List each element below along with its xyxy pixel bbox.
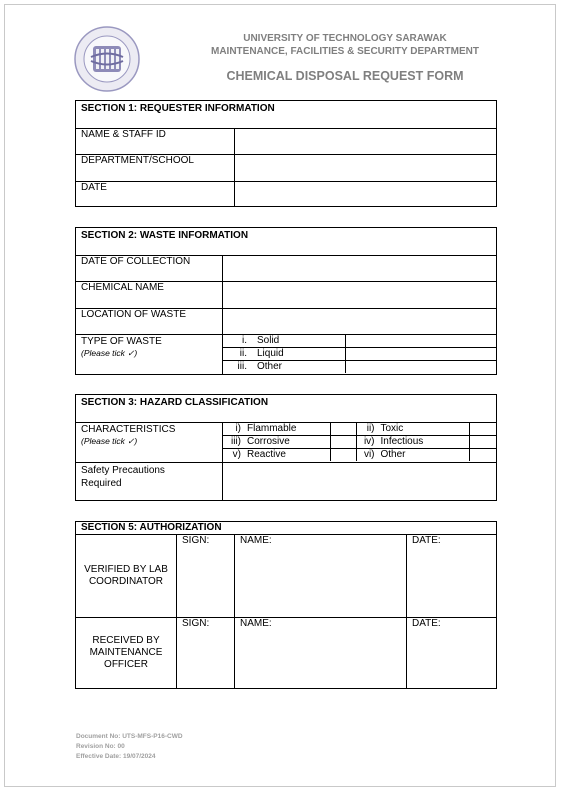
revision-number: Revision No: 00	[76, 743, 125, 750]
section-5-table	[75, 521, 497, 689]
safety-precautions-label-cont: Required	[81, 478, 122, 489]
date-label: DATE:	[412, 618, 441, 629]
received-date-field[interactable]	[407, 618, 497, 689]
date-field[interactable]	[235, 182, 497, 207]
waste-field-label: LOCATION OF WASTE	[76, 309, 223, 335]
waste-field-label: CHEMICAL NAME	[76, 282, 223, 309]
name-label: NAME:	[240, 535, 272, 546]
infectious-tick-box[interactable]	[469, 436, 496, 449]
solid-tick-box[interactable]	[345, 335, 496, 348]
tick-hint: (Please tick ✓)	[81, 436, 138, 446]
hazard-option-infectious: iv) Infectious	[356, 436, 469, 449]
liquid-tick-box[interactable]	[345, 348, 496, 361]
verified-date-field[interactable]	[407, 535, 497, 618]
section-2-table	[75, 227, 497, 375]
date-label: DATE:	[412, 535, 441, 546]
effective-date: Effective Date: 19/07/2024	[76, 753, 156, 760]
section-3-title: SECTION 3: HAZARD CLASSIFICATION	[76, 395, 497, 423]
name-staff-id-field[interactable]	[235, 129, 497, 155]
characteristics-label: CHARACTERISTICS	[81, 424, 176, 435]
reactive-tick-box[interactable]	[330, 449, 356, 462]
sign-label: SIGN:	[182, 535, 210, 546]
form-title: CHEMICAL DISPOSAL REQUEST FORM	[226, 69, 464, 83]
chemical-name-field[interactable]	[223, 282, 497, 309]
hazard-options	[223, 423, 496, 461]
section-1-table	[75, 100, 497, 207]
corrosive-tick-box[interactable]	[330, 436, 356, 449]
location-of-waste-field[interactable]	[223, 309, 497, 335]
verified-by-label: VERIFIED BY LAB COORDINATOR	[76, 535, 177, 618]
document-page	[4, 4, 556, 787]
waste-type-options	[223, 335, 496, 373]
safety-precautions-field[interactable]	[223, 463, 497, 501]
hazard-option-corrosive: iii) Corrosive	[223, 436, 330, 449]
flammable-tick-box[interactable]	[330, 423, 356, 436]
hazard-option-flammable: i) Flammable	[223, 423, 330, 436]
received-name-field[interactable]	[235, 618, 407, 689]
department-name: MAINTENANCE, FACILITIES & SECURITY DEPARTMENT	[211, 46, 479, 57]
type-of-waste-label: TYPE OF WASTE	[81, 336, 162, 347]
toxic-tick-box[interactable]	[469, 423, 496, 436]
hazard-other-tick-box[interactable]	[469, 449, 496, 462]
other-tick-box[interactable]	[345, 361, 496, 374]
safety-precautions-label: Safety Precautions	[81, 465, 165, 476]
verified-name-field[interactable]	[235, 535, 407, 618]
waste-field-label: DATE OF COLLECTION	[76, 256, 223, 282]
requester-field-label: DEPARTMENT/SCHOOL	[76, 155, 235, 182]
hazard-option-other: vi) Other	[356, 449, 469, 462]
waste-option-other: iii. Other	[223, 361, 345, 374]
requester-field-label: NAME & STAFF ID	[76, 129, 235, 155]
sign-label: SIGN:	[182, 618, 210, 629]
waste-option-solid: i. Solid	[223, 335, 345, 348]
section-2-title: SECTION 2: WASTE INFORMATION	[76, 228, 497, 256]
department-field[interactable]	[235, 155, 497, 182]
university-logo	[74, 26, 140, 92]
received-sign-field[interactable]	[177, 618, 235, 689]
requester-field-label: DATE	[76, 182, 235, 207]
document-number: Document No: UTS-MFS-P16-CWD	[76, 733, 183, 740]
section-3-table	[75, 394, 497, 501]
verified-sign-field[interactable]	[177, 535, 235, 618]
university-name: UNIVERSITY OF TECHNOLOGY SARAWAK	[243, 33, 447, 44]
section-1-title: SECTION 1: REQUESTER INFORMATION	[76, 101, 497, 129]
received-by-label: RECEIVED BY MAINTENANCE OFFICER	[76, 618, 177, 689]
section-5-title: SECTION 5: AUTHORIZATION	[76, 522, 497, 535]
name-label: NAME:	[240, 618, 272, 629]
date-of-collection-field[interactable]	[223, 256, 497, 282]
hazard-option-reactive: v) Reactive	[223, 449, 330, 462]
tick-hint: (Please tick ✓)	[81, 348, 138, 358]
hazard-option-toxic: ii) Toxic	[356, 423, 469, 436]
waste-option-liquid: ii. Liquid	[223, 348, 345, 361]
